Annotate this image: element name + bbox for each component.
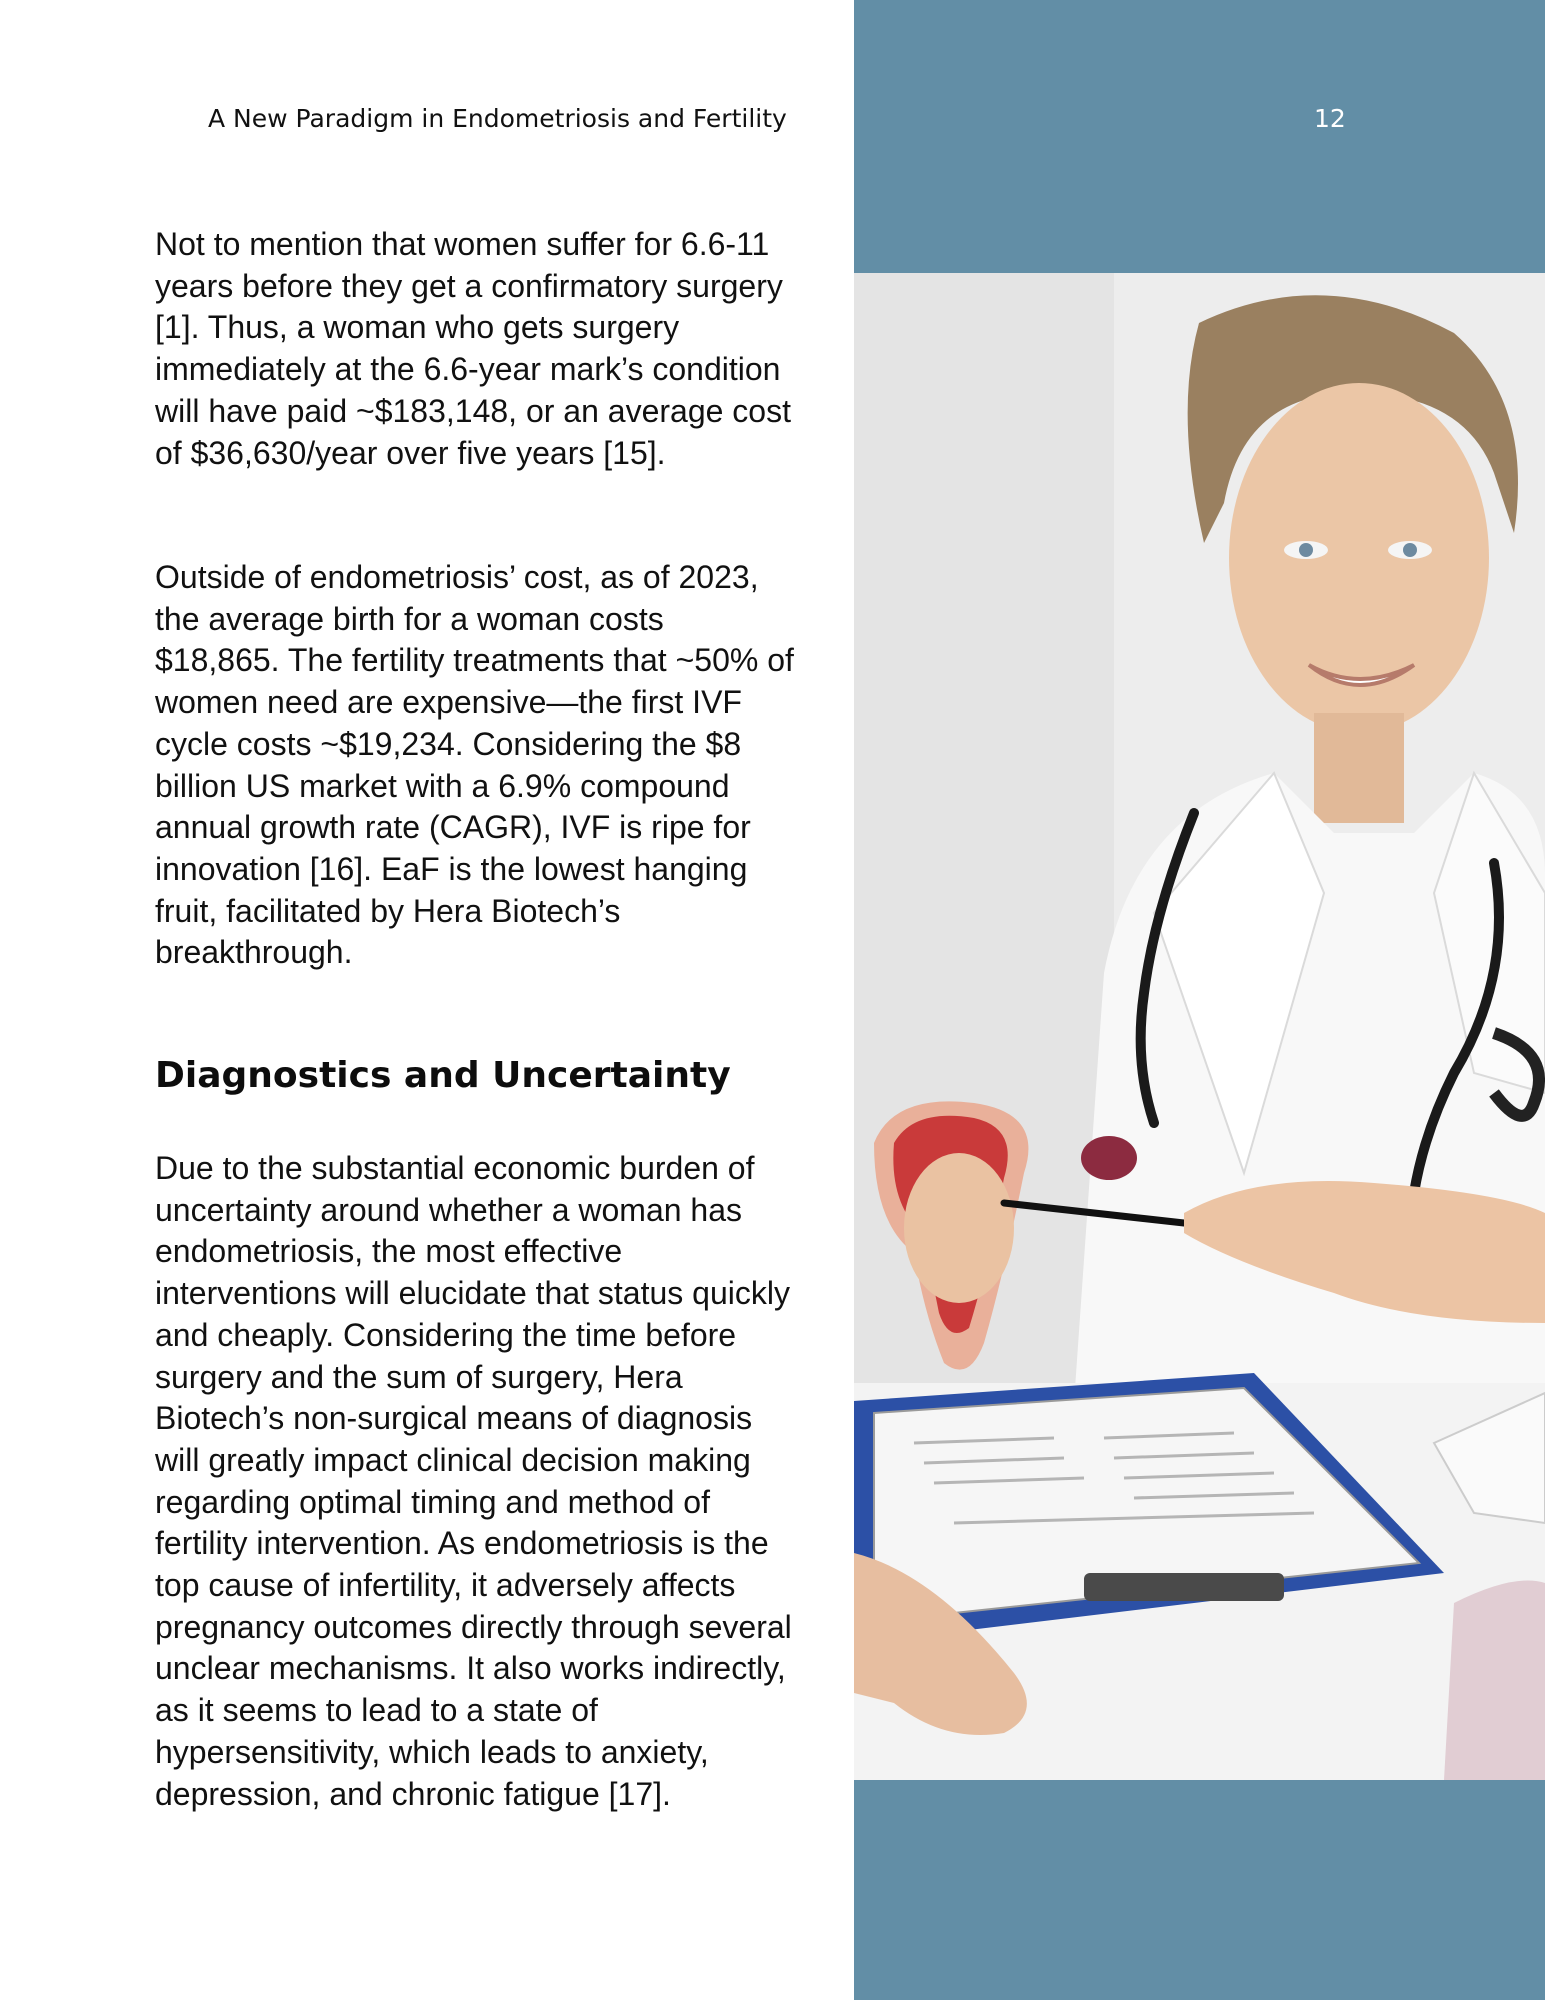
section-heading: Diagnostics and Uncertainty	[155, 1055, 731, 1096]
body-paragraph-fertility: Outside of endometriosis’ cost, as of 2023, the average birth for a woman costs $18,865. The fertility treatments that ~50% of women need are expensive—the first IVF cycle costs ~$19,234. Considering the $8 billion US market with a 6.9% compound annual growth rate (CAGR), IVF is ripe for innovation [16]. EaF is the lowest hanging fruit, facilitated by Hera Biotech’s breakthrough.	[155, 559, 794, 971]
doctor-photo	[854, 273, 1545, 1780]
page-number: 12	[1314, 104, 1346, 133]
running-header-title: A New Paradigm in Endometriosis and Fertility	[208, 104, 787, 133]
body-paragraph-diagnostics: Due to the substantial economic burden of uncertainty around whether a woman has endometriosis, the most effective interventions will elucidate that status quickly and cheaply. Considering the time before surgery and the sum of surgery, Hera Biotech’s non-surgical means of diagnosis will greatly impact clinical decision making regarding optimal timing and method of fertility intervention. As endometriosis is the top cause of infertility, it adversely affects pregnancy outcomes directly through several unclear mechanisms. It also works indirectly, as it seems to lead to a state of hypersensitivity, which leads to anxiety, depression, and chronic fatigue [17].	[155, 1150, 792, 1812]
body-paragraph-cost: Not to mention that women suffer for 6.6-11 years before they get a confirmatory surgery [1]. Thus, a woman who gets surgery immediately at the 6.6-year mark’s condition will have paid ~$183,148, or an average cost of $36,630/year over five years [15].	[155, 226, 791, 471]
